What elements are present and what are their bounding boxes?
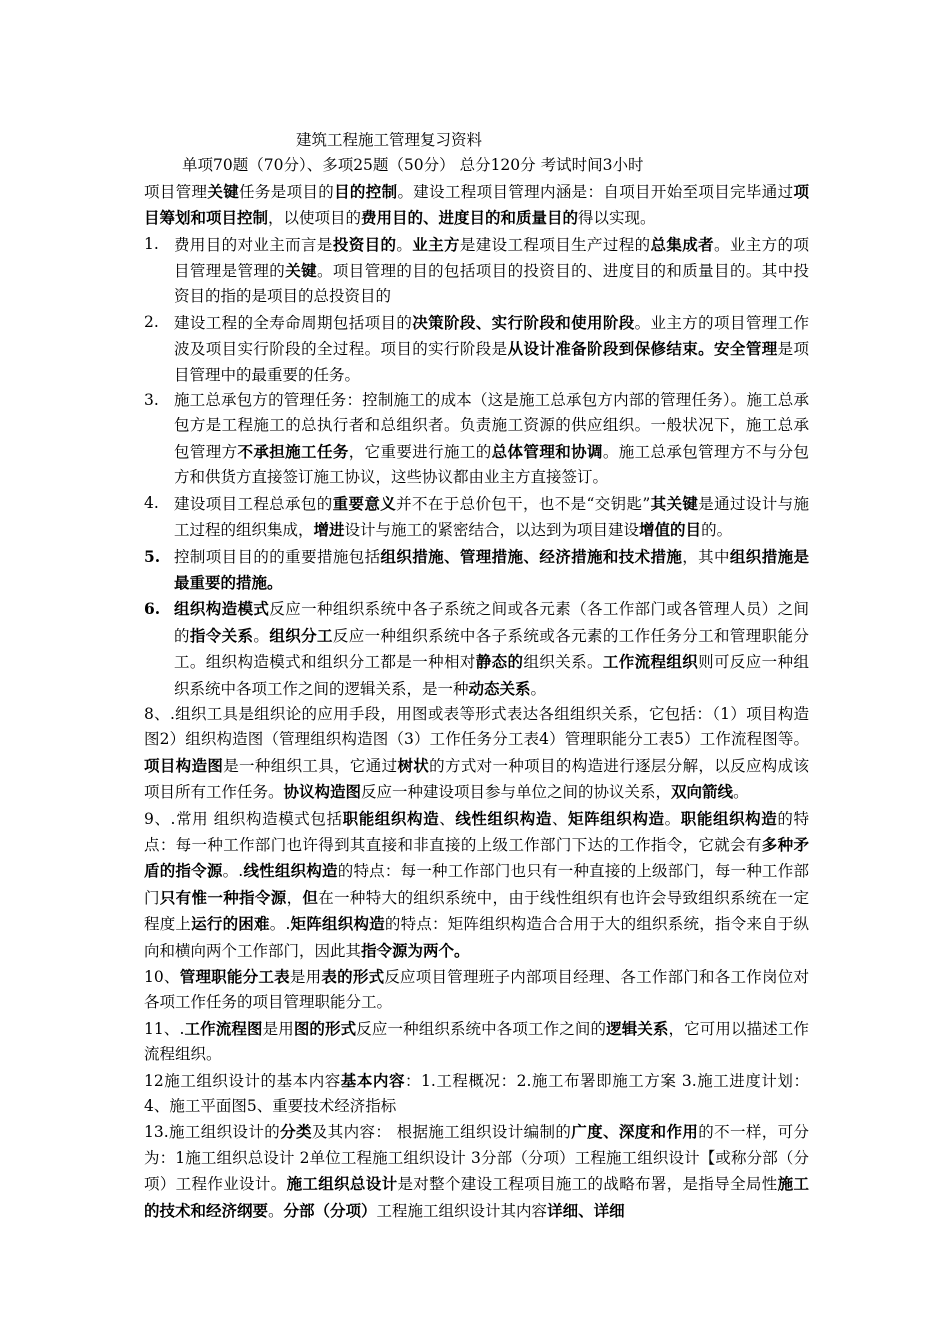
numbered-item: [144, 388, 809, 491]
bold-text: 从设计准备阶段到保修结束。安全管理: [507, 339, 778, 359]
bold-text: 其关键: [650, 493, 699, 513]
text-run: 是项目管理中的最重要的任务。: [174, 340, 809, 384]
bold-text: 基本内容: [340, 1070, 405, 1090]
text-run: 项目管理: [144, 182, 208, 201]
bold-text: 静态的: [475, 652, 524, 672]
bold-text: 表的形式: [321, 967, 385, 986]
text-run: 反应项目管理班子内部项目经理、各工作部门和各工作岗位对各项工作任务的项目管理职能分工。: [144, 968, 809, 1012]
bold-text: 动态关系: [468, 678, 531, 698]
bold-text: 广度、深度和作用: [571, 1122, 699, 1142]
text-run: 的特点：矩阵组织构造合合用于大的组织系统，指令来自于纵向和横向两个工作部门，因此其: [144, 915, 809, 960]
text-run: 的特点：每一种工作部门也许得到其直接和非直接的上级工作部门下达的工作指令，它就会有: [144, 809, 809, 854]
text-run: 13.施工组织设计的: [144, 1123, 281, 1142]
bold-text: 分类: [280, 1122, 312, 1142]
bold-text: 重要意义: [332, 493, 397, 513]
text-run: 是用: [262, 1019, 294, 1038]
bold-text: 详细、详细: [547, 1200, 625, 1220]
text-run: 9、.常用 组织构造模式包括: [144, 809, 343, 828]
numbered-item: [144, 544, 809, 597]
bold-text: 工作流程组织: [602, 652, 699, 672]
text-run: 。.: [269, 915, 291, 934]
document-title: 建筑工程施工管理复习资料: [296, 131, 483, 149]
bold-text: 关键: [285, 261, 317, 281]
paragraph: [144, 1016, 809, 1068]
text-run: 的。: [701, 521, 733, 540]
item-number: 5.: [144, 546, 161, 566]
text-run: 。: [530, 679, 547, 698]
text-run: 反应一种组织系统中各项工作之间的: [356, 1019, 607, 1038]
text-run: 建设项目工程总承包的: [174, 494, 333, 513]
text-run: 是通过设计与施工过程的组织集成，: [174, 494, 809, 540]
bold-text: 组织措施是最重要的措施。: [174, 546, 809, 592]
bold-text: 增进: [313, 520, 345, 540]
text-run: 的不一样，可分为：1施工组织总设计 2单位工程施工组织设计 3分部（分项）工程施工组织设计【或称分部（分项）工程作业设计。: [144, 1123, 809, 1194]
text-run: 在一种特大的组织系统中，由于线性组织有也许会导致组织系统在一定程度上: [144, 888, 809, 934]
bold-text: 增值的目: [639, 520, 702, 540]
text-run: 控制项目目的的重要措施包括: [174, 547, 381, 566]
bold-text: 矩阵组织构造: [568, 808, 665, 828]
bold-text: 费用目的、进度目的和质量目的: [361, 208, 579, 228]
text-run: 。业主方的项目管理是管理的: [174, 235, 809, 281]
text-run: 建设工程的全寿命周期包括项目的: [174, 313, 413, 332]
bold-text: 施工的技术和经济纲要: [144, 1174, 809, 1220]
exam-info: 单项70题（70分）、多项25题（50分） 总分120分 考试时间3小时: [182, 156, 644, 175]
bold-text: 线性组织构造: [455, 808, 552, 828]
text-run: 工程施工组织设计其内容: [376, 1201, 548, 1220]
text-run: 反应一种建设项目参与单位之间的协议关系，: [361, 783, 672, 802]
text-run: 的方式对一种项目的构造进行逐层分解，以反应构成该项目所有工作任务。: [144, 756, 809, 802]
text-run: 10、: [144, 968, 180, 986]
bold-text: 多种矛盾的指令源: [144, 834, 809, 881]
text-run: 则可反应一种组织系统中各项工作之间的逻辑关系，是一种: [174, 653, 809, 698]
text-run: ，它重要进行施工的: [348, 442, 492, 461]
item-number: 3.: [144, 391, 159, 410]
bold-text: 图的形式: [293, 1018, 357, 1038]
text-run: 11、.: [144, 1019, 185, 1038]
bold-text: 线性组织构造: [243, 861, 338, 881]
paragraph: [144, 1068, 809, 1120]
text-run: 。.: [222, 862, 244, 881]
text-run: 。: [664, 809, 681, 828]
bold-text: 关键: [207, 181, 240, 201]
bold-text: 树状: [397, 755, 430, 775]
item-number: 2.: [144, 312, 159, 331]
bold-text: 总体管理和协调: [491, 441, 603, 461]
paragraph: [144, 1119, 809, 1224]
paragraph: [144, 179, 809, 232]
text-run: 。: [396, 235, 413, 254]
text-run: ：1.工程概况：2.施工布署即施工方案 3.施工进度计划：4、施工平面图5、重要技术经济指标: [144, 1071, 809, 1116]
text-run: 得以实现。: [578, 209, 656, 228]
text-run: 。: [253, 626, 270, 645]
bold-text: 施工组织总设计: [286, 1174, 398, 1194]
bold-text: 但: [302, 887, 319, 907]
numbered-item: [144, 491, 809, 544]
bold-text: 双向箭线: [671, 782, 734, 802]
bold-text: 管理职能分工表: [179, 967, 290, 986]
bold-text: 总集成者: [650, 234, 715, 254]
text-run: 设计与施工的紧密结合，以达到为项目建设: [344, 521, 640, 540]
bold-text: 组织措施、管理措施、经济措施和技术措施: [380, 546, 683, 566]
bold-text: 不承担施工任务: [237, 441, 349, 461]
text-run: 8、.组织工具是组织论的应用手段，用图或表等形式表达各组组织关系，它包括：（1）项目构造图2）组织构造图（管理组织构造图（3）工作任务分工表4）管理职能分工表5）工作流程图等。: [144, 704, 809, 749]
text-run: 。: [268, 1201, 284, 1220]
bold-text: 项目构造图: [144, 755, 224, 775]
text-run: ，它可用以描述工作流程组织。: [144, 1019, 809, 1064]
paragraph: [144, 806, 809, 964]
document-body: [144, 179, 809, 1224]
bold-text: 项目筹划和项目控制: [144, 181, 809, 228]
text-run: 。施工总承包管理方不与分包方和供货方直接签订施工协议，这些协议都由业主方直接签订。: [174, 442, 809, 487]
bold-text: 矩阵组织构造: [290, 914, 385, 934]
text-run: 反应一种组织系统中各子系统之间或各元素（各工作部门或各管理人员）之间的: [174, 600, 809, 645]
bold-text: 工作流程图: [184, 1018, 263, 1038]
bold-text: 分部（分项）: [283, 1200, 377, 1220]
bold-text: 协议构造图: [283, 782, 362, 802]
text-run: 费用目的对业主而言是: [174, 235, 333, 254]
text-run: 是用: [289, 968, 322, 986]
bold-text: 业主方: [412, 234, 460, 254]
text-run: 、: [551, 809, 569, 828]
paragraph: [144, 702, 809, 806]
text-run: 、: [439, 809, 456, 828]
text-run: 并不在于总价包干，也不是“交钥匙”: [396, 494, 651, 513]
bold-text: 投资目的: [332, 234, 397, 254]
bold-text: 组织构造模式: [174, 599, 270, 619]
document-page: [144, 128, 809, 1224]
bold-text: 职能组织构造: [680, 808, 778, 828]
text-run: 反应一种组织系统中各子系统或各元素的工作任务分工和管理职能分工。组织构造模式和组织分工都是一种相对: [174, 626, 809, 672]
text-run: 。: [733, 783, 749, 802]
text-run: 。业主方的项目管理工作波及项目实行阶段的全过程。项目的实行阶段是: [174, 313, 809, 359]
text-run: 是建设工程项目生产过程的: [459, 235, 651, 254]
text-run: 。项目管理的目的包括项目的投资目的、进度目的和质量目的。其中投资目的指的是项目的总投资目的: [174, 262, 809, 306]
text-run: 及其内容： 根据施工组织设计编制的: [311, 1123, 572, 1142]
text-run: 。建设工程项目管理内涵是：自项目开始至项目完毕通过: [397, 182, 794, 201]
item-number: 6.: [144, 599, 161, 619]
item-number: 1.: [144, 234, 159, 253]
text-run: 施工总承包方的管理任务：控制施工的成本（这是施工总承包方内部的管理任务）。施工总承包方是工程施工的总执行者和总组织者。负责施工资源的供应组织。一般状况下，施工总承包管理方: [174, 391, 809, 461]
text-run: ，其中: [682, 547, 730, 566]
bold-text: 目的控制: [334, 181, 398, 201]
paragraph: [144, 964, 809, 1016]
bold-text: 职能组织构造: [342, 808, 440, 828]
text-run: 12施工组织设计的基本内容: [144, 1071, 341, 1090]
text-run: 任务是项目的: [239, 182, 335, 201]
bold-text: 指令关系: [189, 625, 254, 645]
text-run: 是对整个建设工程项目施工的战略布署，是指导全局性: [397, 1175, 778, 1194]
bold-text: 组织分工: [269, 625, 333, 645]
bold-text: 指令源为两个。: [361, 940, 470, 960]
text-run: ，以使项目的: [268, 209, 362, 228]
text-run: 的特点：每一种工作部门也只有一种直接的上级部门，每一种工作部门: [144, 862, 809, 907]
item-number: 4.: [144, 493, 159, 512]
bold-text: 逻辑关系: [606, 1018, 669, 1038]
numbered-item: [144, 596, 809, 702]
numbered-item: [144, 232, 809, 310]
numbered-item: [144, 310, 809, 388]
bold-text: 运行的困难: [191, 914, 270, 934]
text-run: 是一种组织工具，它通过: [223, 756, 398, 775]
text-run: 组织关系。: [523, 653, 603, 672]
bold-text: 决策阶段、实行阶段和使用阶段: [412, 312, 635, 332]
bold-text: 只有惟一种指令源: [159, 887, 287, 907]
text-run: ，: [286, 888, 303, 907]
